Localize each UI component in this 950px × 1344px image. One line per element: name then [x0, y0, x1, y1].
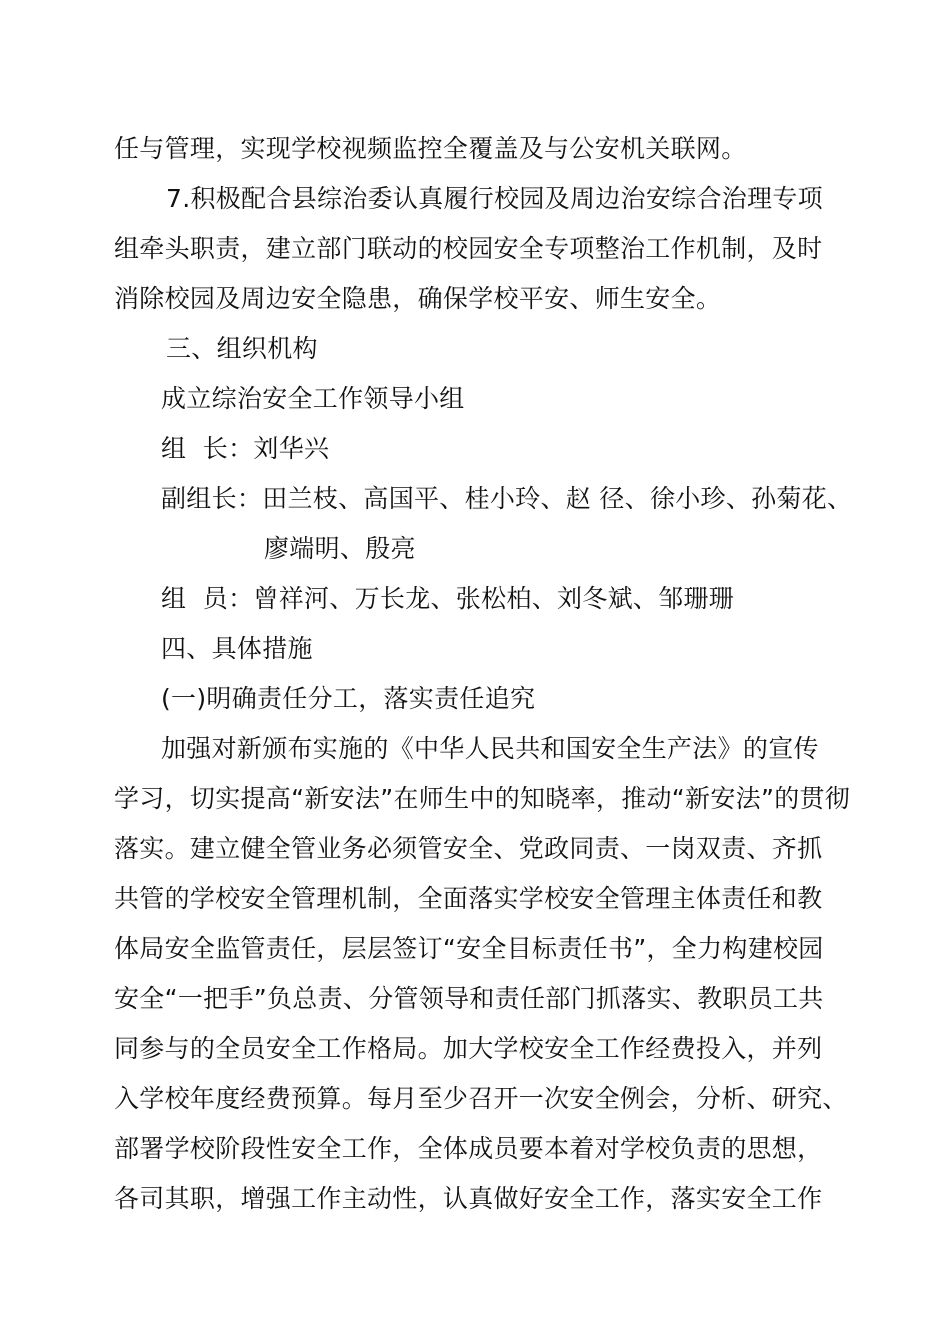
paragraph-line: 学习，切实提高“新安法”在师生中的知晓率，推动“新安法”的贯彻	[114, 784, 851, 813]
paragraph-line: 成立综治安全工作领导小组	[161, 384, 465, 413]
paragraph-line: 消除校园及周边安全隐患，确保学校平安、师生安全。	[114, 284, 722, 313]
team-leader-line: 组 长：刘华兴	[161, 434, 330, 463]
deputy-leaders-continued-line: 廖端明、殷亮	[264, 534, 416, 563]
subsection-heading: (一)明确责任分工，落实责任追究	[161, 684, 536, 713]
paragraph-line: 体局安全监管责任，层层签订“安全目标责任书”，全力构建校园	[114, 934, 824, 963]
section-heading: 三、组织机构	[166, 334, 318, 363]
paragraph-line: 各司其职，增强工作主动性，认真做好安全工作，落实安全工作	[114, 1184, 823, 1213]
paragraph-line: 共管的学校安全管理机制，全面落实学校安全管理主体责任和教	[114, 884, 823, 913]
paragraph-line: 加强对新颁布实施的《中华人民共和国安全生产法》的宣传	[161, 734, 819, 763]
paragraph-line: 7.积极配合县综治委认真履行校园及周边治安综合治理专项	[166, 184, 823, 213]
paragraph-line: 组牵头职责，建立部门联动的校园安全专项整治工作机制，及时	[114, 234, 823, 263]
section-heading: 四、具体措施	[161, 634, 313, 663]
paragraph-line: 安全“一把手”负总责、分管领导和责任部门抓落实、教职员工共	[114, 984, 824, 1013]
paragraph-line: 任与管理，实现学校视频监控全覆盖及与公安机关联网。	[114, 134, 747, 163]
team-members-line: 组 员：曾祥河、万长龙、张松柏、刘冬斌、邹珊珊	[161, 584, 735, 613]
deputy-leaders-line: 副组长：田兰枝、高国平、桂小玲、赵 径、徐小珍、孙菊花、	[161, 484, 853, 513]
paragraph-line: 入学校年度经费预算。每月至少召开一次安全例会，分析、研究、	[114, 1084, 848, 1113]
paragraph-line: 部署学校阶段性安全工作，全体成员要本着对学校负责的思想，	[114, 1134, 823, 1163]
paragraph-line: 同参与的全员安全工作格局。加大学校安全工作经费投入，并列	[114, 1034, 823, 1063]
paragraph-line: 落实。建立健全管业务必须管安全、党政同责、一岗双责、齐抓	[114, 834, 823, 863]
